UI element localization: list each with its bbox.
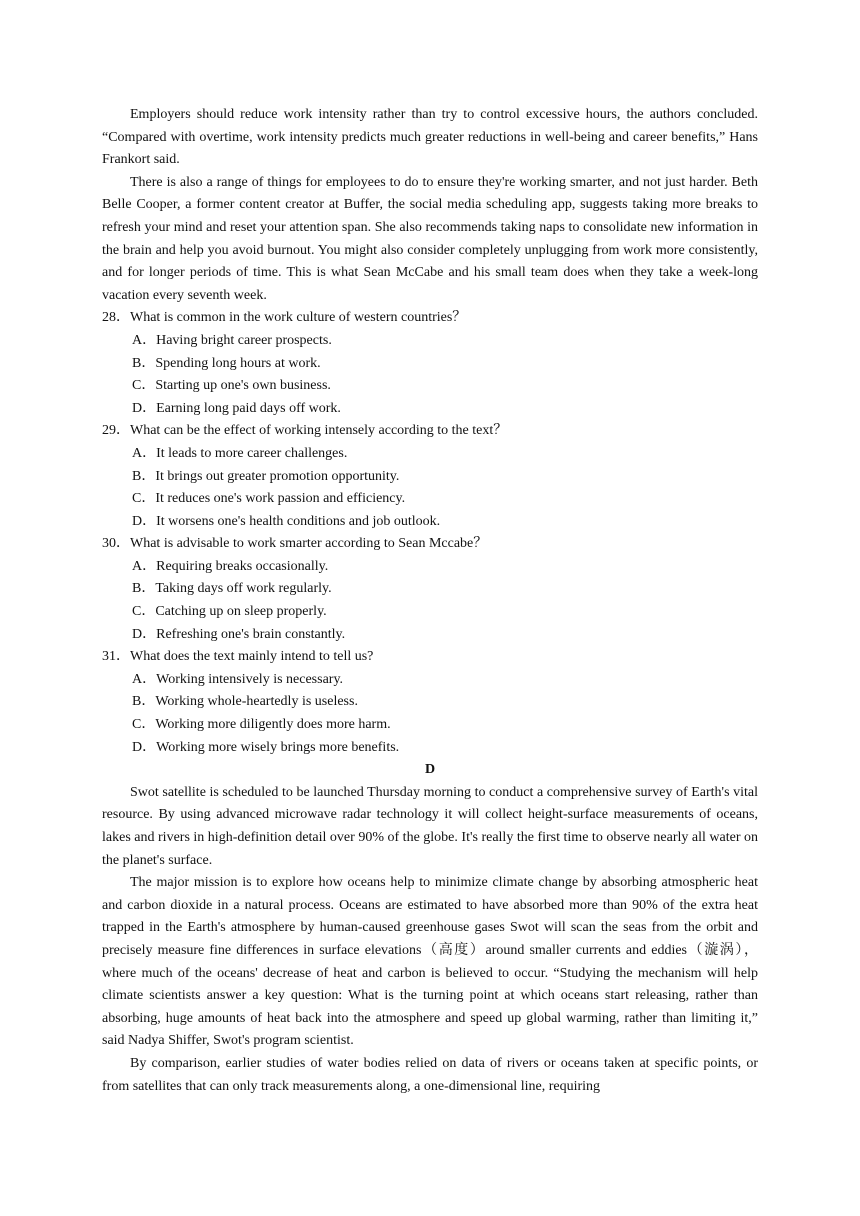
option-d: D．It worsens one's health conditions and job outlook.	[132, 513, 441, 529]
option-b: B．Working whole-heartedly is useless.	[132, 694, 358, 710]
option-a: A．It leads to more career challenges.	[132, 445, 348, 461]
option-a: A．Working intensively is necessary.	[132, 671, 344, 687]
option-d: D．Earning long paid days off work.	[132, 400, 341, 416]
passage-d-paragraph-3: By comparison, earlier studies of water bodies relied on data of rivers or oceans taken at specific points, or from satellites that can only track measurements along, a one-dimensional line, requiring	[102, 1055, 758, 1094]
option-b: B．Taking days off work regularly.	[132, 581, 332, 597]
option-d: D．Refreshing one's brain constantly.	[132, 626, 346, 642]
document-page	[102, 104, 758, 1098]
option-d: D．Working more wisely brings more benefits.	[132, 739, 400, 755]
option-c: C．Catching up on sleep properly.	[132, 604, 327, 620]
question-stem: 30．What is advisable to work smarter according to Sean Mccabe？	[102, 536, 488, 552]
question-30	[102, 533, 758, 646]
option-c: C．Working more diligently does more harm.	[132, 717, 391, 733]
passage-c-paragraph-1: Employers should reduce work intensity rather than try to control excessive hours, the authors concluded. “Compared with overtime, work intensity predicts much greater reductions in well-being and career benefits,” Hans Frankort said.	[102, 107, 758, 168]
passage-d-paragraph-2: The major mission is to explore how oceans help to minimize climate change by absorbing atmospheric heat and carbon dioxide in a natural process. Oceans are estimated to have absorbed more than 90% of the extra heat trapped in the Earth's atmosphere by human-caused greenhouse gases Swot will scan the seas from the orbit and precisely measure fine differences in surface elevations（高度）around smaller currents and eddies（漩涡）， where much of the oceans' decrease of heat and carbon is believed to occur. “Studying the mechanism will help climate scientists answer a key question: What is the turning point at which oceans start releasing, rather than absorbing, huge amounts of heat back into the atmosphere and speed up global warming, rather than limiting it,” said Nadya Shiffer, Swot's program scientist.	[102, 875, 758, 1049]
question-28	[102, 307, 758, 420]
passage-d-paragraph-1: Swot satellite is scheduled to be launched Thursday morning to conduct a comprehensive survey of Earth's vital resource. By using advanced microwave radar technology it will collect height-surface measurements of oceans, lakes and rivers in high-definition detail over 90% of the globe. It's really the first time to observe nearly all water on the planet's surface.	[102, 784, 758, 868]
passage-c-paragraph-2: There is also a range of things for employees to do to ensure they're working smarter, and not just harder. Beth Belle Cooper, a former content creator at Buffer, the social media scheduling app, suggests taking more breaks to refresh your mind and reset your attention span. She also recommends taking naps to consolidate new information in the brain and help you avoid burnout. You might also consider completely unplugging from work more consistently, and for longer periods of time. This is what Sean McCabe and his small team does when they take a week-long vacation every seventh week.	[102, 174, 758, 303]
option-c: C．Starting up one's own business.	[132, 378, 331, 394]
option-b: B．It brings out greater promotion opportunity.	[132, 468, 400, 484]
question-29	[102, 420, 758, 533]
option-c: C．It reduces one's work passion and efficiency.	[132, 491, 406, 507]
section-d-title: D	[424, 762, 436, 778]
option-b: B．Spending long hours at work.	[132, 355, 321, 371]
question-stem: 29．What can be the effect of working intensely according to the text？	[102, 423, 508, 439]
question-stem: 28．What is common in the work culture of western countries？	[102, 310, 467, 326]
option-a: A．Having bright career prospects.	[132, 332, 332, 348]
question-stem: 31．What does the text mainly intend to tell us?	[102, 649, 374, 665]
question-31	[102, 646, 758, 759]
option-a: A．Requiring breaks occasionally.	[132, 558, 329, 574]
